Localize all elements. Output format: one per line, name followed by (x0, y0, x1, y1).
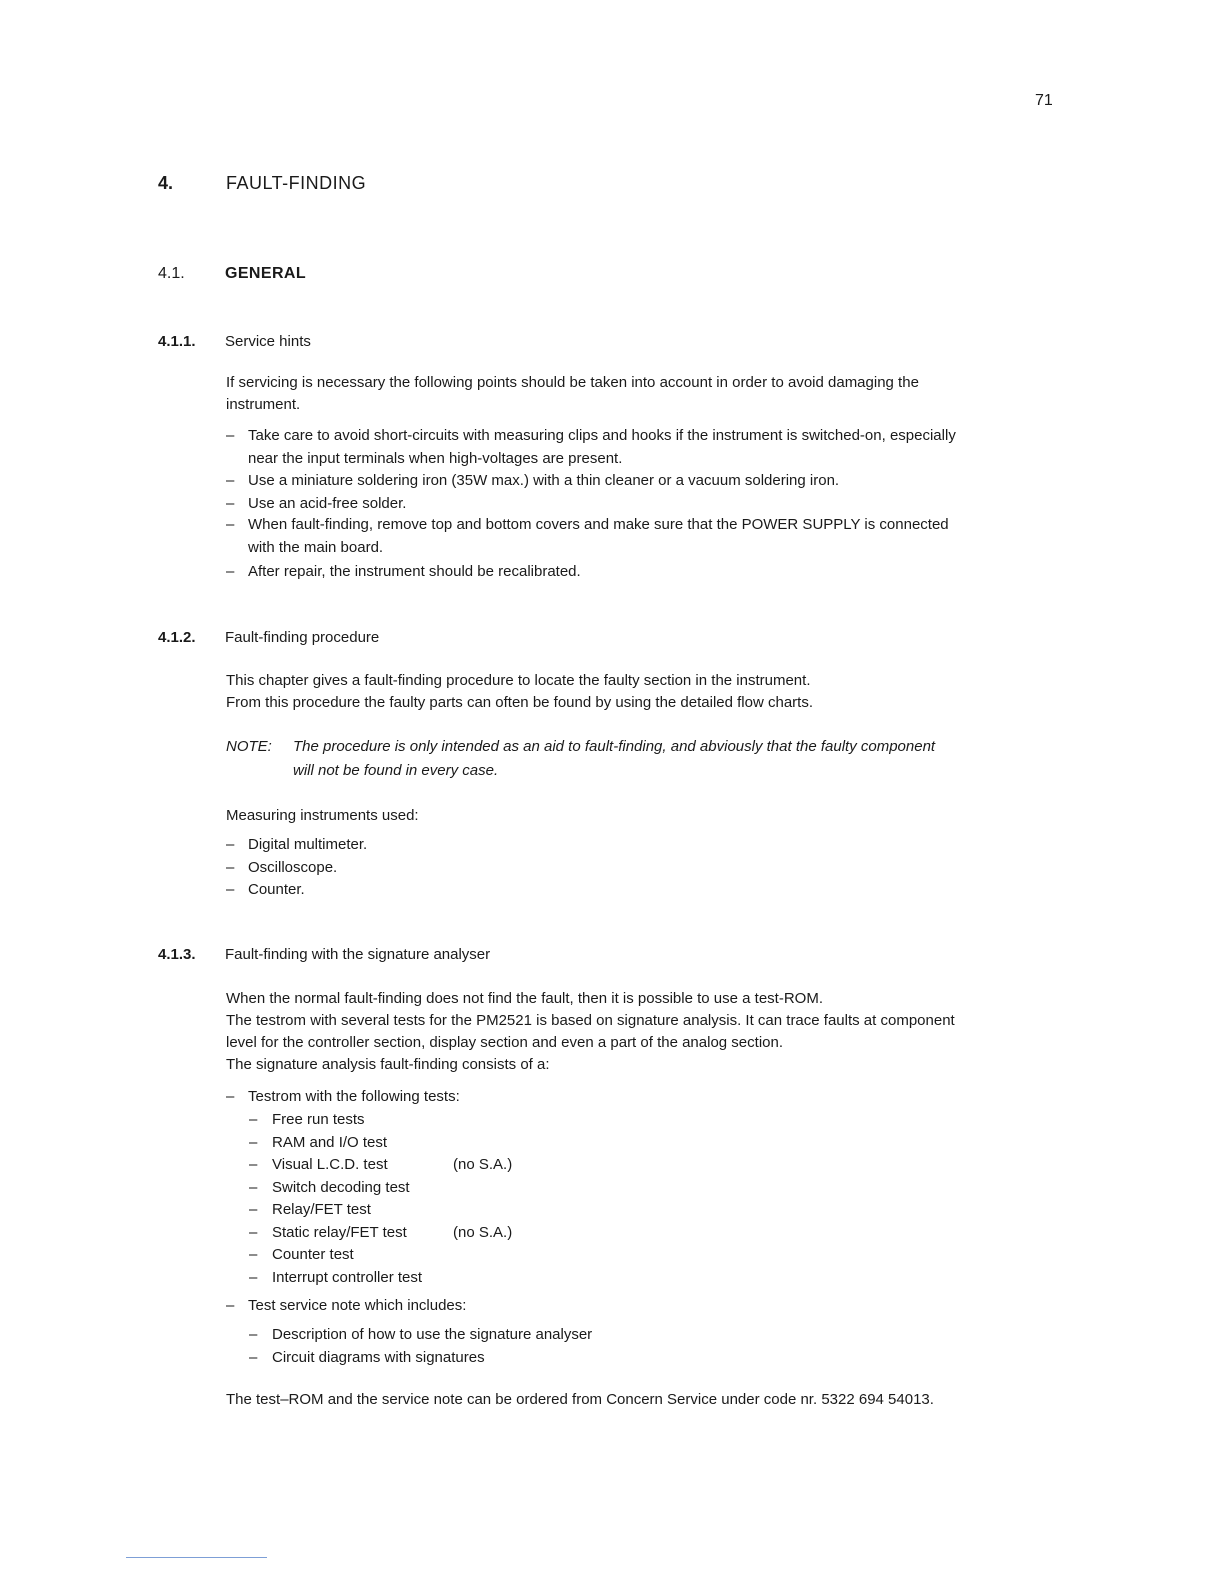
bullet-dash: – (226, 858, 235, 876)
text-line: Take care to avoid short-circuits with measuring clips and hooks if the instrument is switched-on, especially (248, 427, 956, 444)
text-line: This chapter gives a fault-finding procedure to locate the faulty section in the instrument. (226, 672, 811, 689)
list-item: – Counter test (249, 1246, 354, 1263)
procedure-intro (226, 670, 813, 714)
instrument-list (226, 834, 367, 902)
service-hint-bullet (226, 514, 949, 559)
list-item: – Free run tests (249, 1111, 365, 1128)
list-item: – Relay/FET test (249, 1201, 371, 1218)
service-hint-bullet (226, 470, 839, 493)
bullet-dash: – (226, 516, 235, 533)
bullet-dash: – (226, 881, 235, 898)
text-line: near the input terminals when high-voltages are present. (248, 449, 623, 467)
list-item: – Switch decoding test (249, 1178, 410, 1196)
text-line: The signature analysis fault-finding consists of a: (226, 1056, 550, 1073)
instruments-label: Measuring instruments used: (226, 807, 419, 824)
no-sa-tag: (no S.A.) (453, 1156, 513, 1173)
test-list (249, 1109, 512, 1289)
chapter-title: FAULT-FINDING (226, 173, 367, 193)
signature-intro (226, 988, 955, 1076)
list-item: – Interrupt controller test (249, 1268, 423, 1286)
list-item: – Digital multimeter. (226, 834, 367, 857)
bullet-dash: – (226, 472, 235, 489)
text-line: Use a miniature soldering iron (35W max.) with a thin cleaner or a vacuum soldering iron. (248, 472, 840, 489)
text-line: When the normal fault-finding does not find the fault, then it is possible to use a test-ROM. (226, 990, 823, 1007)
testrom-bullet: – Testrom with the following tests: (226, 1086, 460, 1109)
service-hints-intro (226, 372, 919, 416)
list-item: – Oscilloscope. (226, 857, 367, 880)
section-title: GENERAL (225, 265, 307, 282)
no-sa-tag: (no S.A.) (453, 1223, 513, 1241)
text-line: After repair, the instrument should be recalibrated. (248, 563, 581, 580)
note-label: NOTE: (226, 738, 272, 755)
subsection-number-procedure: 4.1.2. (158, 629, 196, 646)
note-text-line: The procedure is only intended as an aid to fault-finding, and abviously that the faulty component (293, 738, 936, 755)
subsection-number-service-hints: 4.1.1. (158, 333, 196, 350)
list-item: – Counter. (226, 879, 367, 902)
bullet-dash: – (226, 1297, 235, 1314)
text-line: The testrom with several tests for the PM2521 is based on signature analysis. It can trace faults at component (226, 1012, 955, 1029)
text-line: If servicing is necessary the following points should be taken into account in order to avoid damaging the (226, 374, 919, 391)
subsection-number-signature: 4.1.3. (158, 946, 196, 963)
service-hint-bullet (226, 425, 956, 470)
chapter-number: 4. (158, 173, 174, 193)
list-item: – Static relay/FET test (no S.A.) (249, 1222, 512, 1245)
subsection-title-procedure: Fault-finding procedure (225, 629, 380, 646)
list-item: – Visual L.C.D. test (no S.A.) (249, 1154, 512, 1177)
service-note-bullet: – Test service note which includes: (226, 1295, 466, 1318)
text-line: level for the controller section, display section and even a part of the analog section. (226, 1034, 783, 1051)
note-block (226, 735, 935, 783)
section-number: 4.1. (158, 265, 185, 282)
subsection-title-signature: Fault-finding with the signature analyser (225, 946, 491, 963)
note-text-line: will not be found in every case. (293, 762, 499, 779)
subsection-title-service-hints: Service hints (225, 333, 311, 350)
bottom-rule (126, 1557, 267, 1558)
text-line: When fault-finding, remove top and bottom covers and make sure that the POWER SUPPLY is connected (248, 516, 949, 533)
page-number: 71 (1035, 92, 1053, 109)
bullet-dash: – (226, 1088, 235, 1105)
bullet-dash: – (226, 495, 235, 512)
text-line: From this procedure the faulty parts can often be found by using the detailed flow charts. (226, 694, 813, 711)
service-hint-bullet (226, 493, 406, 516)
bullet-dash: – (226, 427, 235, 444)
text-line: with the main board. (248, 538, 384, 556)
bullet-dash: – (226, 836, 235, 853)
list-item: – Circuit diagrams with signatures (249, 1348, 485, 1366)
ordering-info: The test–ROM and the service note can be ordered from Concern Service under code nr. 5322 694 54013. (226, 1391, 934, 1408)
text-line: instrument. (226, 396, 301, 413)
service-hint-bullet (226, 561, 581, 584)
service-note-list (249, 1324, 592, 1369)
list-item: – Description of how to use the signature analyser (249, 1326, 593, 1343)
bullet-dash: – (226, 563, 235, 580)
text-line: Use an acid-free solder. (248, 495, 407, 512)
list-item: – RAM and I/O test (249, 1133, 388, 1151)
